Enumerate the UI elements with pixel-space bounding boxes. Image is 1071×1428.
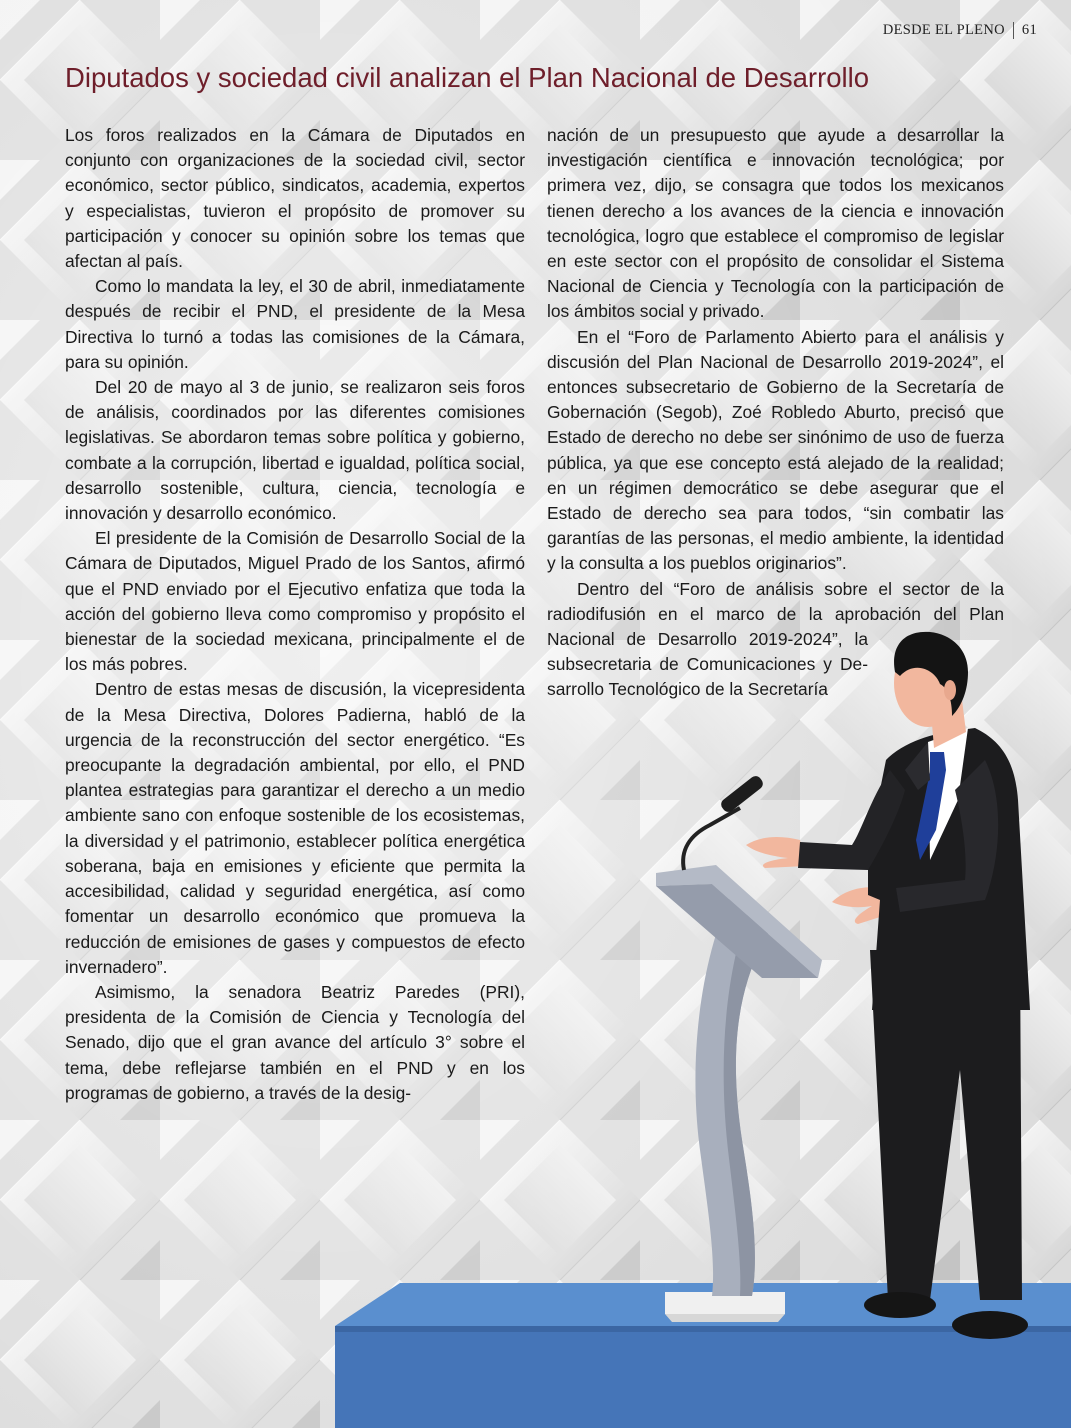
paragraph: Como lo mandata la ley, el 30 de abril, inmediatamente después de recibir el PND, el presidente de la Mesa Directiva lo turnó a todas las comisiones de la Cámara, para su opinión. [65,276,525,372]
text-column-right [547,123,1006,893]
text-column-left [65,123,525,1106]
float-spacer [744,733,1006,793]
section-name: DESDE EL PLENO [882,22,1005,38]
page-number: 61 [1021,22,1037,38]
paragraph: Del 20 de mayo al 3 de junio, se realizaron seis foros de análisis, coordinados por las diferentes comisiones legislativas. Se abordaron temas sobre política y gobierno, combate a la corrupción, libertad e igualdad, política social, desarrollo sostenible, cultura, ciencia, tecnología e innovación y desarrollo económico. [65,377,525,524]
float-spacer [708,793,1006,843]
paragraph: nación de un presupuesto que ayude a desarrollar la investigación científica e innovación tecnológica; por primera vez, dijo, se consagra que todos los mexicanos tienen derecho a los avances de la ciencia e innovación tecnológica, logro que establece el compromiso de legislar en este sector con el propósito de consolidar el Sistema Nacional de Ciencia y Tecnología con la participación de los ámbitos social y privado. [547,125,1004,322]
float-spacer [868,633,1006,733]
paragraph: Dentro del “Foro de análisis sobre el sector de la radiodifusión en el marco de la aprobación del Plan Nacional de Desarrollo 2019-2024”, la subsecretaria de Comunicaciones y Desarrollo Tecnológico de la Secretaría [547,578,1004,700]
float-spacer [1004,123,1006,633]
paragraph: En el “Foro de Parlamento Abierto para el análisis y discusión del Plan Nacional de Desarrollo 2019-2024”, el entonces subsecretario de Gobierno de la Secretaría de Gobernación (Segob), Zoé Robledo Aburto, precisó que Estado de derecho no debe ser sinónimo de uso de fuerza pública, ya que ese concepto está alejado de la realidad; en un régimen democrático se debe asegurar que el Estado de derecho sea para todos, “sin combatir las garantías de las personas, el medio ambiente, la identidad y la consulta a los pueblos originarios”. [547,326,1004,574]
float-spacer [636,843,1006,893]
header-divider [1013,22,1014,39]
paragraph: El presidente de la Comisión de Desarrollo Social de la Cámara de Diputados, Miguel Prado de los Santos, afirmó que el PND enviado por el Ejecutivo enfatiza que toda la acción del gobierno lleva como compromiso y propósito el bienestar de la sociedad mexicana, principalmente el de los más pobres. [65,528,525,675]
paragraph: Asimismo, la senadora Beatriz Paredes (PRI), presidenta de la Comisión de Ciencia y Tecnología del Senado, dijo que el gran avance del artículo 3° sobre el tema, debe reflejarse también en el PND y en los programas de gobierno, a través de la desig- [65,981,525,1103]
paragraph: Dentro de estas mesas de discusión, la vicepresidenta de la Mesa Directiva, Dolores Padierna, habló de la urgencia de la reconstrucción del sector energético. “Es preocupante la degradación ambiental, por ello, el PND plantea estrategias para garantizar el derecho a un medio ambiente sano con enfoque sostenible de los ecosistemas, la diversidad y el patrimonio, establecer política energética soberana, baja en emisiones y eficiente que permita la accesibilidad, calidad y seguridad energética, así como fomentar un desarrollo económico que promueva la reducción de emisiones de gases y compuestos de efecto invernadero”. [65,679,525,977]
running-header [883,22,1037,39]
article-title: Diputados y sociedad civil analizan el Plan Nacional de Desarrollo [65,62,870,93]
paragraph: Los foros realizados en la Cámara de Diputados en conjunto con organizaciones de la sociedad civil, sector económico, sector público, sindicatos, academia, expertos y especialistas, tuvieron el propósito de promover su participación y conocer su opinión sobre los temas que afectan al país. [65,125,525,272]
